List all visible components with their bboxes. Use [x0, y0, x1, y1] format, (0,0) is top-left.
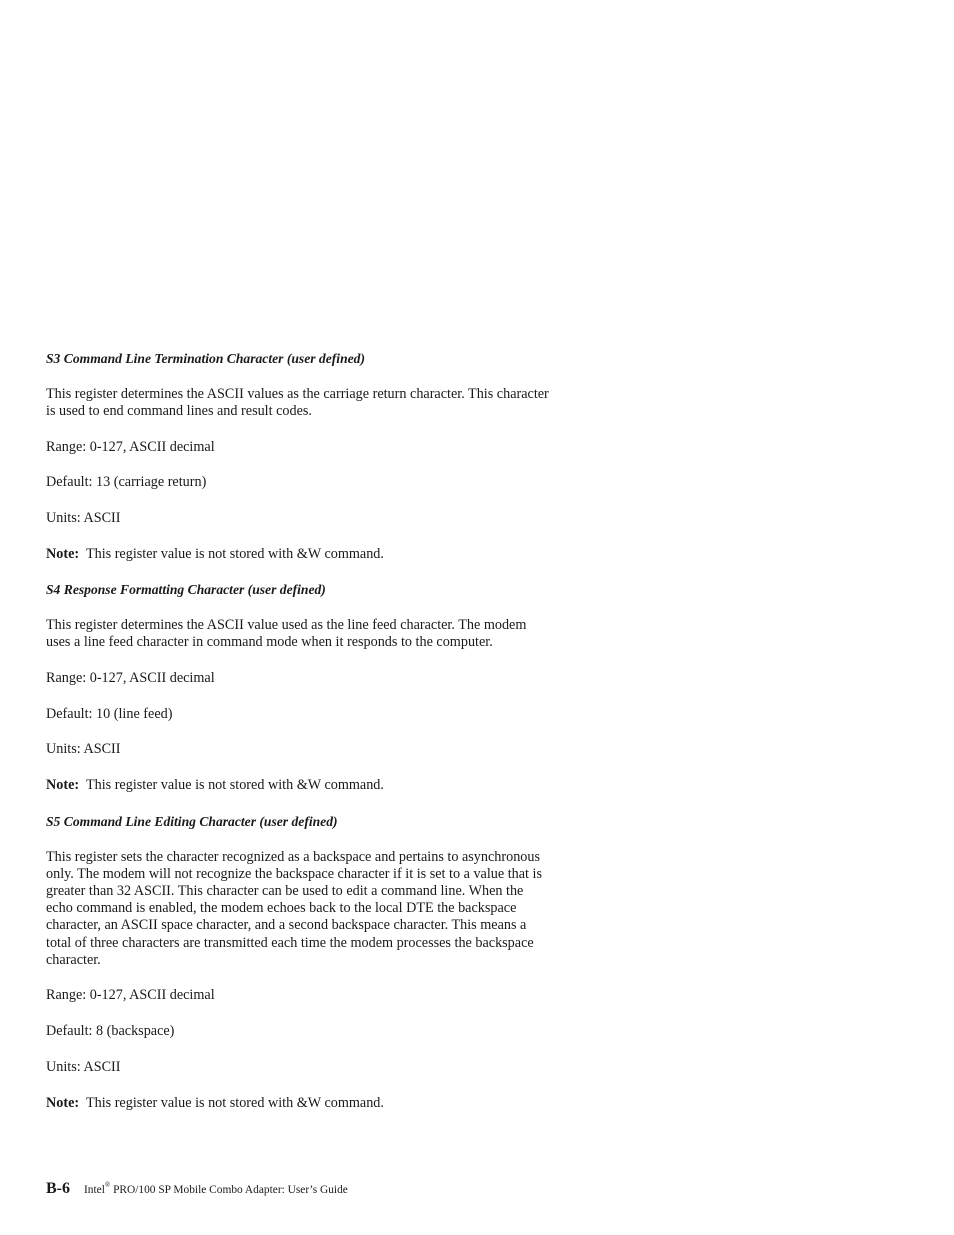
note-text: This register value is not stored with &W command. [85, 777, 384, 794]
note-text: This register value is not stored with &W command. [85, 545, 384, 562]
page-number: B-6 [46, 1180, 70, 1197]
section-s3 [46, 350, 551, 563]
note [46, 777, 551, 794]
note-label: Note: [46, 1094, 80, 1111]
default-value: Default: 13 (carriage return) [46, 474, 207, 491]
section-s5 [46, 813, 551, 1112]
registered-mark: ® [104, 1181, 111, 1189]
section-description: This register determines the ASCII value used as the line feed character. The modem uses a line feed character in command mode when it responds to the computer. [46, 617, 527, 651]
note-text: This register value is not stored with &W command. [85, 1094, 384, 1111]
default-value: Default: 10 (line feed) [46, 705, 173, 722]
section-heading: S4 Response Formatting Character (user defined) [46, 582, 326, 598]
note-label: Note: [46, 545, 80, 562]
page-content [46, 350, 551, 1130]
range-value: Range: 0-127, ASCII decimal [46, 987, 215, 1004]
section-s4 [46, 581, 551, 794]
range-value: Range: 0-127, ASCII decimal [46, 438, 215, 455]
units-value: Units: ASCII [46, 741, 121, 758]
default-value: Default: 8 (backspace) [46, 1023, 175, 1040]
section-description: This register sets the character recognized as a backspace and pertains to asynchronous only. The modem will not recognize the backspace character if it is set to a value that is greater than 32 ASCII. This character can be used to edit a command line. When the echo command is enabled, the modem echoes back to the local DTE the backspace character, an ASCII space character, and a second backspace character. This means a total of three characters are transmitted each time the modem processes the backspace character. [46, 848, 542, 968]
footer-title: PRO/100 SP Mobile Combo Adapter: User’s Guide [113, 1184, 348, 1196]
page-footer [46, 1180, 348, 1198]
note [46, 546, 551, 563]
units-value: Units: ASCII [46, 510, 121, 527]
units-value: Units: ASCII [46, 1058, 121, 1075]
note-label: Note: [46, 777, 80, 794]
footer-brand: Intel [84, 1184, 105, 1196]
note [46, 1095, 551, 1112]
range-value: Range: 0-127, ASCII decimal [46, 670, 215, 687]
section-heading: S5 Command Line Editing Character (user defined) [46, 813, 338, 829]
section-heading: S3 Command Line Termination Character (user defined) [46, 351, 365, 366]
section-description: This register determines the ASCII values as the carriage return character. This character is used to end command lines and result codes. [46, 385, 549, 419]
